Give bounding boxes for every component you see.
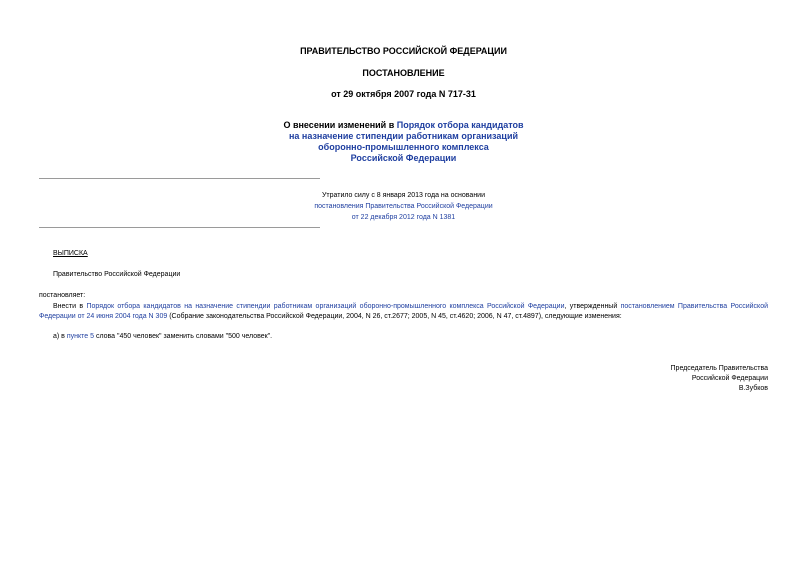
title-link-line4[interactable]: Российской Федерации (350, 153, 457, 163)
item-a (53, 333, 272, 340)
extract-label: ВЫПИСКА (53, 250, 88, 257)
paragraph-1 (39, 302, 768, 322)
divider-top (39, 178, 320, 179)
divider-bottom (39, 227, 320, 228)
decrees-line: постановляет: (39, 292, 86, 299)
item-a-rest: слова "450 человек" заменить словами "500 человек". (94, 333, 273, 340)
signature-line2: Российской Федерации (691, 375, 768, 382)
p1-text-b: , утвержденный (564, 303, 621, 310)
government-line: Правительство Российской Федерации (53, 271, 181, 278)
item-a-prefix: а) в (53, 333, 67, 340)
p1-link-decree-b[interactable]: Федерации от 24 июня 2004 года N 309 (39, 313, 168, 320)
doc-type-heading: ПОСТАНОВЛЕНИЕ (362, 68, 445, 78)
p1-text-a: Внести в (53, 303, 87, 310)
p1-text-c: (Собрание законодательства Российской Федерации, 2004, N 26, ст.2677; 2005, N 45, ст.4620; 2006, N 47, ст.4897), следующие изменения: (167, 313, 622, 320)
title-link-line2[interactable]: на назначение стипендии работникам организаций (288, 131, 519, 141)
p1-link-procedure[interactable]: Порядок отбора кандидатов на назначение стипендии работникам организаций оборонно-промышленного комплекса Российской Федерации (86, 303, 565, 310)
status-link-line2[interactable]: постановления Правительства Российской Федерации (314, 203, 493, 210)
date-line: от 29 октября 2007 года N 717-31 (331, 89, 476, 99)
document-title (0, 120, 807, 164)
title-link-line1[interactable]: Порядок отбора кандидатов (396, 120, 524, 130)
signature-line3: В.Зубков (738, 385, 768, 392)
title-prefix: О внесении изменений в (283, 120, 397, 130)
p1-link-decree-a[interactable]: постановлением Правительства Российской (620, 303, 768, 310)
status-link-line3[interactable]: от 22 декабря 2012 года N 1381 (351, 214, 456, 221)
title-link-line3[interactable]: оборонно-промышленного комплекса (318, 142, 489, 152)
status-line1: Утратило силу с 8 января 2013 года на основании (321, 192, 486, 199)
status-note (300, 190, 507, 223)
org-heading: ПРАВИТЕЛЬСТВО РОССИЙСКОЙ ФЕДЕРАЦИИ (300, 46, 507, 56)
item-a-link[interactable]: пункте 5 (66, 333, 94, 340)
signature-block (671, 364, 768, 394)
signature-line1: Председатель Правительства (670, 365, 768, 372)
